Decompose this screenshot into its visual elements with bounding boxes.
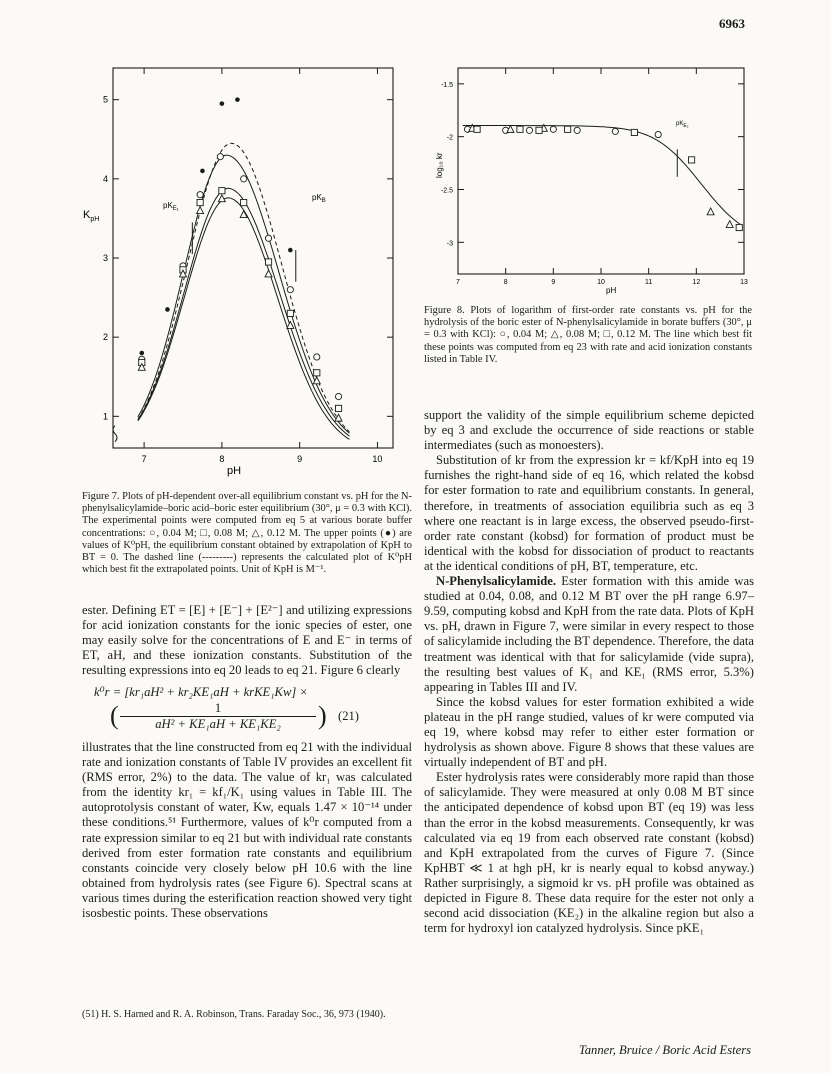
- fig7-y-tick-label: 4: [102, 173, 108, 184]
- fig7-data-point: [287, 287, 293, 293]
- fig7-y-tick-label: 3: [102, 253, 108, 263]
- fig8-y-tick-label: -2.5: [440, 187, 453, 195]
- fig8-data-point: [612, 128, 618, 134]
- fig8-data-point: [517, 126, 523, 132]
- fig7-curve-dashed: [138, 143, 350, 432]
- running-footer: Tanner, Bruice / Boric Acid Esters: [578, 1043, 751, 1057]
- figure-8-x-label: pH: [606, 286, 617, 295]
- fig8-x-tick-label: 10: [597, 279, 605, 286]
- figure-8-points: [464, 125, 742, 231]
- equation-21-line-1: k⁰r = [kr₁aH² + kr₂KE₁aH + krKE₁Kw] ×: [94, 685, 308, 699]
- fig7-data-point: [287, 310, 293, 316]
- fig7-axis-break: [113, 426, 117, 442]
- fig7-y-tick-label: 5: [102, 94, 108, 105]
- section-heading: N-Phenylsalicylamide.: [436, 574, 556, 589]
- left-para-2: illustrates that the line constructed from eq 21 with the individual rate and ionization constants of Table IV provides an excellent fit (RMS error, 2%) to the data. The value of kr₁ was calculated from the identity kr₁ = kf₁/K₁ using values in Table III. The autoprotolysis constant of water, Kw, equals 1.47 × 10⁻¹⁴ under these conditions.⁵¹ Furthermore, values of k⁰r computed from a rate expression similar to eq 21 but with individual rate constants derived from ester formation rate constants and equilibrium constants coincide very closely below pH 10.6 with the line obtained from hydrolysis rates (see Figure 6). Spectral scans at various times during the esterification reaction showed very tight isosbestic points. These observations: [82, 740, 412, 921]
- fig7-frame: [113, 68, 393, 448]
- figure-7-x-label: pH: [227, 465, 242, 477]
- fig8-data-point: [726, 221, 733, 228]
- fig7-data-point: [335, 405, 341, 411]
- figure-7-annotation-pke1: $pK_{E_1}$: [163, 201, 179, 212]
- figure-8-annotation-pke2: $pK_{E_2}$: [676, 121, 689, 129]
- fig8-frame: [458, 68, 744, 274]
- fig7-data-point: [200, 169, 205, 174]
- fig7-x-tick-label: 10: [372, 454, 383, 464]
- fig8-data-point: [655, 131, 661, 137]
- fig8-data-point: [736, 224, 742, 230]
- fig8-x-tick-label: 13: [740, 279, 748, 286]
- left-column: [82, 603, 412, 678]
- figure-7-caption: Figure 7. Plots of pH-dependent over-all equilibrium constant vs. pH for the N-phenylsalicylamide–boric acid–boric ester equilibrium (30°, μ = 0.3 with KCl). The experimental points were computed from eq 5 at various borate buffer concentrations: ○, 0.04 M; □, 0.08 M; △, 0.12 M. The upper points (●) are values of K⁰pH, the equilibrium constant obtained by extrapolation of KpH to BT = 0. The dashed line (---------) represents the calculated plot of K⁰pH which best fit the extrapolated points. Unit of KpH is M⁻¹.: [82, 491, 412, 576]
- fig7-data-point: [265, 259, 271, 265]
- fig7-data-point: [220, 101, 225, 106]
- fig7-data-point: [314, 354, 320, 360]
- page-number: 6963: [719, 16, 745, 31]
- fig7-x-tick-label: 8: [219, 454, 225, 464]
- fig8-x-tick-label: 8: [503, 279, 508, 286]
- fig8-y-tick-label: -1.5: [440, 81, 453, 89]
- fig7-curve-0.08M: [138, 188, 350, 436]
- fig8-x-tick-label: 12: [692, 279, 701, 286]
- figure-8-chart: [420, 50, 760, 302]
- right-para-3-text: Ester formation with this amide was studied at 0.04, 0.08, and 0.12 M BT over the pH range 6.97–9.59, computing kobsd and KpH from the rate data. Plots of KpH vs. pH, drawn in Figure 7, were similar in every respect to those of salicylamide including the BT dependence. Therefore, the data treatment was identical with that for salicylamide (vide supra), the resulting best values of K₁ and KE₁ (RMS error, 5.3%) appearing in Tables III and IV.: [424, 574, 754, 694]
- right-para-2: Substitution of kr from the expression kr = kf/KpH into eq 19 furnishes the right-hand side of eq 16, which related the kobsd for ester formation to rate and equilibrium constants. In general, therefore, in treatments of association equilibria such as eq 3 where one reactant is in large excess, the observed pseudo-first-order rate constant (kobsd) for formation of product must be identical with the kobsd for dissociation of product to reactants at the identical conditions of pH, BT, temperature, etc.: [424, 453, 754, 573]
- figure-7-annotation-pkb: $pK_B$: [312, 193, 326, 204]
- right-para-3: [424, 574, 754, 695]
- fig7-data-point: [219, 188, 225, 194]
- fig8-data-point: [688, 157, 694, 163]
- right-para-4: Since the kobsd values for ester formation exhibited a wide plateau in the pH range studied, values of kr were computed via eq 19, where kobsd may refer to either ester formation or hydrolysis as shown above. Figure 8 shows that these values are virtually independent of BT and pH.: [424, 694, 754, 770]
- fig8-data-point: [565, 126, 571, 132]
- figure-7-y-label: $K_{pH}$: [83, 209, 100, 223]
- left-column-continued: [82, 740, 412, 921]
- equation-21-denominator: aH² + KE₁aH + KE₁KE₂: [120, 716, 316, 732]
- fig8-data-point: [474, 126, 480, 132]
- fig7-x-tick-label: 7: [141, 454, 147, 464]
- fig7-data-point: [287, 322, 294, 329]
- figure-7-curves: [113, 143, 349, 441]
- footnote-51: (51) H. S. Harned and R. A. Robinson, Trans. Faraday Soc., 36, 973 (1940).: [82, 1009, 386, 1020]
- fig7-data-point: [139, 351, 144, 356]
- right-column: [424, 408, 754, 936]
- fig7-data-point: [235, 97, 240, 102]
- fig8-data-point: [574, 127, 580, 133]
- fig7-y-tick-label: 2: [102, 332, 108, 343]
- figure-8-axes: [441, 68, 748, 286]
- fig8-data-point: [631, 129, 637, 135]
- fig7-data-point: [165, 307, 170, 312]
- fig7-data-point: [197, 207, 204, 214]
- fig7-x-tick-label: 9: [297, 454, 303, 464]
- equation-21-right-paren: ): [318, 701, 327, 730]
- fig7-data-point: [288, 248, 293, 253]
- fig7-data-point: [241, 176, 247, 182]
- fig7-data-point: [197, 192, 203, 198]
- fig7-data-point: [335, 393, 341, 399]
- equation-21-numerator: 1: [214, 701, 222, 715]
- figure-8-caption: Figure 8. Plots of logarithm of first-order rate constants vs. pH for the hydrolysis of the boric ester of N-phenylsalicylamide in borate buffers (30°, μ = 0.3 with KCl): ○, 0.04 M; △, 0.08 M; □, 0.12 M. The line which best fit these points was computed from eq 23 with rate and acid ionization constants listed in Table IV.: [424, 305, 752, 365]
- left-para-1: ester. Defining ET = [E] + [E⁻] + [E²⁻] and utilizing expressions for acid ionization constants for the ionic species of ester, one may easily solve for the concentrations of E and E⁻ in terms of ET, aH, and these ionization constants. Substitution of the resulting expressions into eq 20 leads to eq 21. Figure 6 clearly: [82, 603, 412, 678]
- equation-21-number: (21): [338, 709, 359, 723]
- equation-21: [82, 685, 412, 737]
- fig7-curve-0.12M: [138, 198, 350, 440]
- right-para-1: support the validity of the simple equilibrium scheme depicted by eq 3 and exclude the occurrence of side reactions or stable intermediates (such as monoesters).: [424, 408, 754, 453]
- fig8-x-tick-label: 9: [551, 279, 556, 286]
- fig8-y-tick-label: -3: [446, 240, 453, 248]
- fig8-data-point: [550, 126, 556, 132]
- equation-21-left-paren: (: [110, 701, 119, 730]
- fig7-data-point: [241, 199, 247, 205]
- fig7-data-point: [265, 270, 272, 277]
- fig8-data-point: [536, 127, 542, 133]
- fig8-x-tick-label: 11: [645, 279, 653, 286]
- fig8-y-tick-label: -2: [446, 134, 453, 142]
- fig8-fit-curve: [463, 126, 742, 226]
- fig8-x-tick-label: 7: [456, 279, 460, 286]
- equation-21-fraction: [120, 701, 316, 732]
- figure-8-curves: [463, 126, 742, 226]
- fig7-data-point: [217, 154, 223, 160]
- fig8-data-point: [707, 208, 714, 215]
- right-para-5: Ester hydrolysis rates were considerably more rapid than those of salicylamide. They were measured at only 0.08 M BT since the anticipated dependence of kobsd upon BT (eq 19) was less than the error in the kobsd measurements. Consequently, kr was calculated via eq 19 from each observed rate constant (kobsd) and KpH extrapolated from the curves of Figure 7. (Since KpHBT ≪ 1 at hgh pH, kr is nearly equal to kobsd anyway.) Rather surprisingly, a sigmoid kr vs. pH profile was obtained as depicted in Figure 8. These data require for the ester not only a second acid dissociation (KE₂) in the alkaline region but also a term for hydroxyl ion catalyzed hydrolysis. Since pKE₁: [424, 770, 754, 936]
- figure-7-chart: [75, 50, 415, 490]
- fig7-data-point: [314, 370, 320, 376]
- fig8-data-point: [526, 127, 532, 133]
- figure-8-y-label: log₁₀ kr: [435, 152, 444, 178]
- fig7-y-tick-label: 1: [102, 411, 108, 422]
- fig7-data-point: [265, 235, 271, 241]
- fig7-data-point: [197, 199, 203, 205]
